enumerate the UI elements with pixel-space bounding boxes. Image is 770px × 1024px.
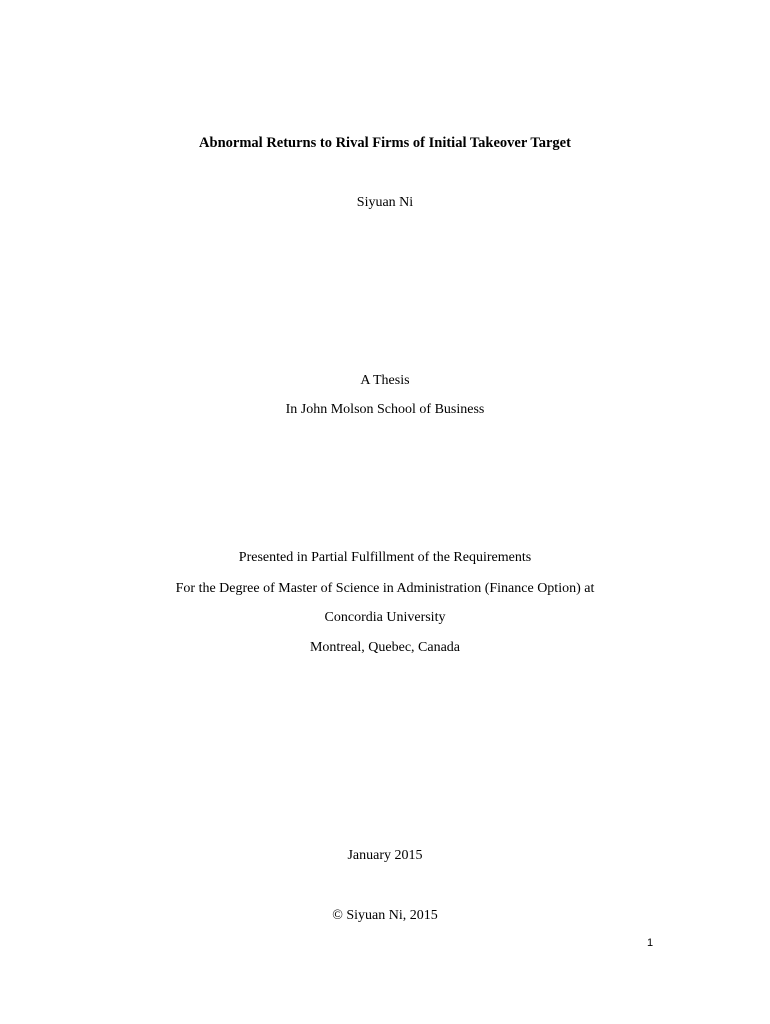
presentation-line-2: For the Degree of Master of Science in Administration (Finance Option) at: [175, 581, 595, 596]
location: Montreal, Quebec, Canada: [309, 640, 461, 655]
submission-date: January 2015: [347, 848, 423, 863]
school-name: In John Molson School of Business: [285, 402, 485, 417]
author-name: Siyuan Ni: [356, 195, 414, 210]
thesis-title: Abnormal Returns to Rival Firms of Initial Takeover Target: [199, 135, 571, 151]
page-number: 1: [646, 937, 654, 949]
thesis-label: A Thesis: [360, 373, 410, 388]
copyright-notice: © Siyuan Ni, 2015: [332, 908, 438, 923]
university-name: Concordia University: [324, 610, 446, 625]
presentation-line-1: Presented in Partial Fulfillment of the Requirements: [238, 550, 532, 565]
